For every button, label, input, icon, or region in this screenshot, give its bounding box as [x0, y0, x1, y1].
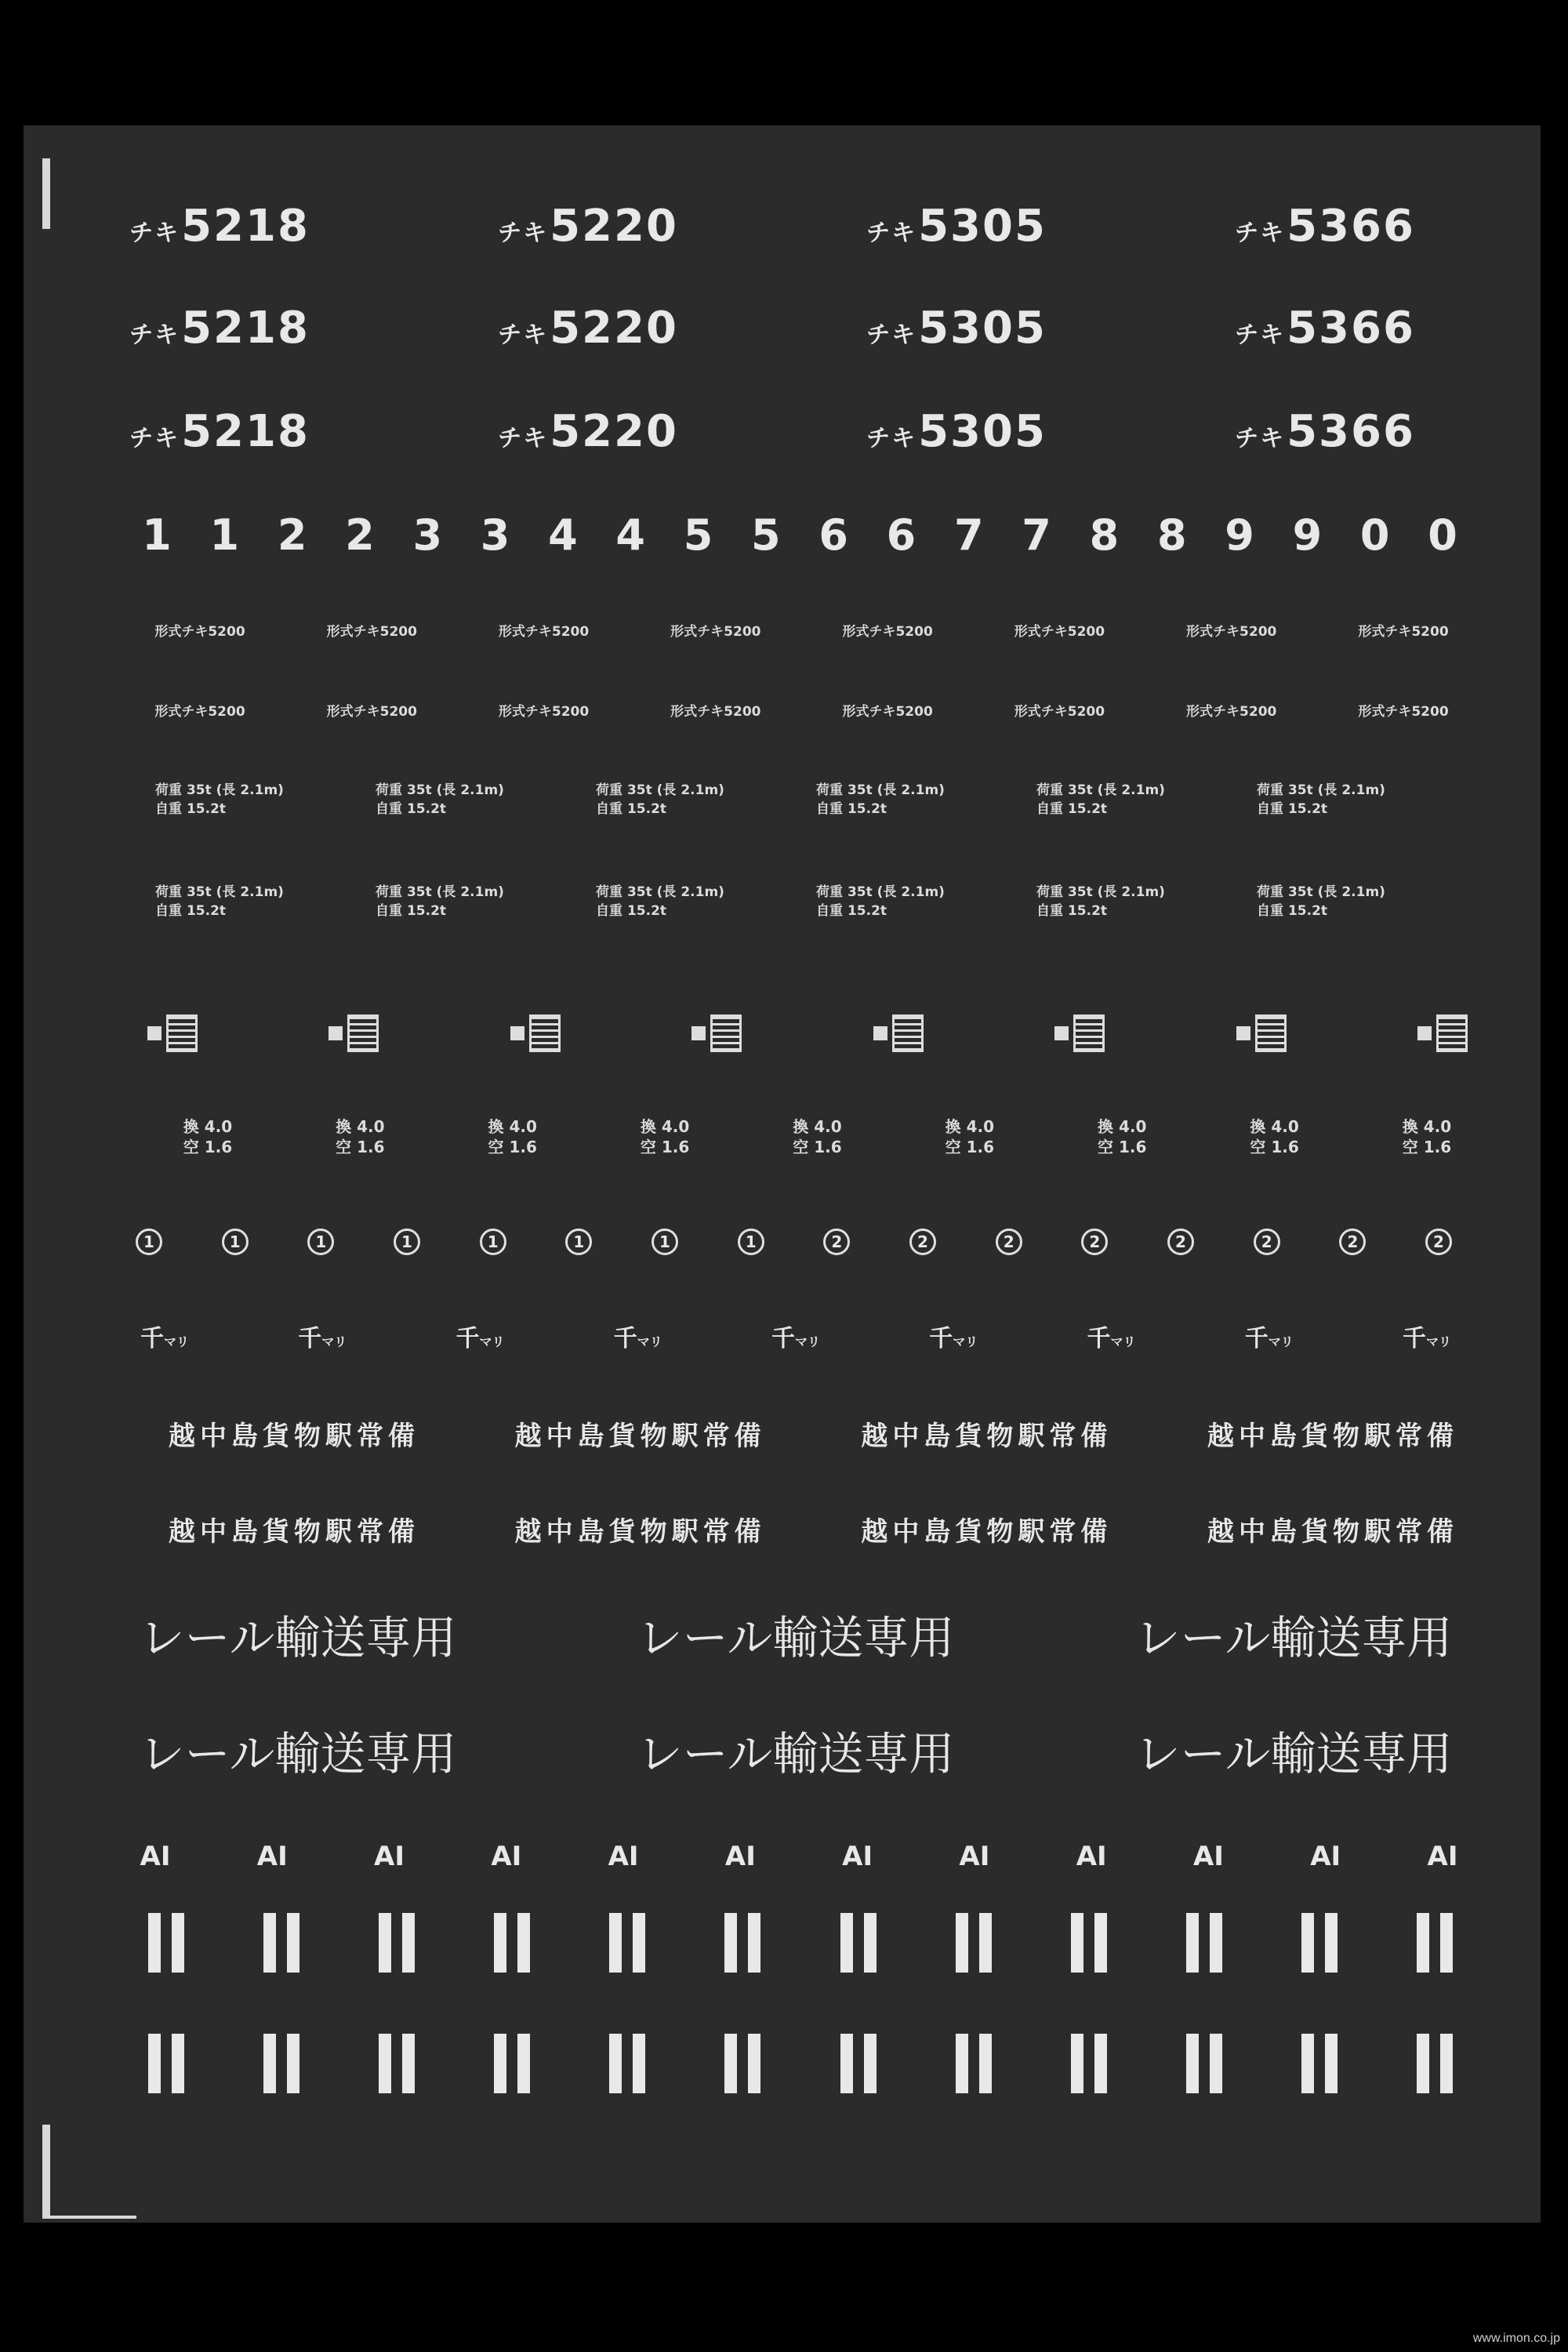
ai-label: AI [1192, 1841, 1224, 1872]
stripe [1186, 1913, 1199, 1973]
car-number: チキ5305 [866, 200, 1047, 252]
digit: 1 [209, 510, 240, 560]
load-label: 荷重 35t (長 2.1m) 自重 15.2t [816, 884, 945, 919]
load-label: 荷重 35t (長 2.1m) 自重 15.2t [376, 884, 504, 919]
symbol-plate [1236, 1014, 1287, 1052]
type-label: 形式チキ5200 [1014, 624, 1105, 640]
stripe [1325, 2034, 1338, 2093]
type-label: 形式チキ5200 [1186, 704, 1277, 720]
stripe-pair [840, 1913, 877, 1973]
stripe [864, 1913, 877, 1973]
stripe [517, 2034, 530, 2093]
stripe-pair [956, 2034, 992, 2093]
car-number: チキ5220 [498, 200, 678, 252]
digit: 6 [818, 510, 848, 560]
stripe [287, 2034, 299, 2093]
station-label: 越中島貨物駅常備 [169, 1515, 419, 1548]
load-label: 荷重 35t (長 2.1m) 自重 15.2t [1036, 782, 1165, 817]
tank-label: 換 4.0 空 1.6 [1250, 1117, 1299, 1156]
stripe [979, 1913, 992, 1973]
stripe [172, 2034, 184, 2093]
stripe [1301, 2034, 1314, 2093]
car-number: チキ5366 [1235, 200, 1415, 252]
stripe [148, 1913, 161, 1973]
circled-number: 1 [565, 1229, 592, 1255]
chimari-mark: 千マリ [456, 1325, 505, 1352]
stripe [1440, 2034, 1453, 2093]
type-label: 形式チキ5200 [842, 624, 933, 640]
tank-label: 換 4.0 空 1.6 [945, 1117, 995, 1156]
type-label: 形式チキ5200 [1186, 624, 1277, 640]
type-label: 形式チキ5200 [1358, 624, 1449, 640]
tank-label: 換 4.0 空 1.6 [1402, 1117, 1452, 1156]
car-number: チキ5218 [129, 200, 310, 252]
car-number: チキ5220 [498, 302, 678, 354]
tank-label: 換 4.0 空 1.6 [640, 1117, 690, 1156]
stripe-pair [1301, 1913, 1338, 1973]
rail-label: レール輸送専用 [1134, 1611, 1453, 1664]
stripe [956, 1913, 968, 1973]
type-label: 形式チキ5200 [842, 704, 933, 720]
stripe-pair [148, 2034, 184, 2093]
load-label: 荷重 35t (長 2.1m) 自重 15.2t [1036, 884, 1165, 919]
circled-number: 2 [909, 1229, 936, 1255]
car-number: チキ5305 [866, 302, 1047, 354]
stripe [609, 1913, 622, 1973]
load-label: 荷重 35t (長 2.1m) 自重 15.2t [816, 782, 945, 817]
station-label: 越中島貨物駅常備 [1207, 1420, 1458, 1452]
stripe-pair [1186, 1913, 1222, 1973]
ai-label: AI [842, 1841, 873, 1872]
symbol-plate [1417, 1014, 1468, 1052]
stripe [840, 1913, 853, 1973]
digit: 9 [1225, 510, 1254, 560]
ai-label: AI [1310, 1841, 1341, 1872]
stripe [148, 2034, 161, 2093]
symbol-plate [873, 1014, 924, 1052]
type-label: 形式チキ5200 [670, 704, 761, 720]
symbol-plate [510, 1014, 561, 1052]
circled-number: 1 [136, 1229, 162, 1255]
stripe-pair [263, 1913, 299, 1973]
rail-label: レール輸送専用 [637, 1727, 955, 1780]
station-label: 越中島貨物駅常備 [1207, 1515, 1458, 1548]
ai-label: AI [374, 1841, 405, 1872]
chimari-mark: 千マリ [771, 1325, 821, 1352]
load-label: 荷重 35t (長 2.1m) 自重 15.2t [596, 782, 724, 817]
symbol-plate [328, 1014, 379, 1052]
circled-number: 1 [480, 1229, 506, 1255]
stripe [1186, 2034, 1199, 2093]
digit: 1 [142, 510, 172, 560]
tank-label: 換 4.0 空 1.6 [183, 1117, 233, 1156]
rail-label: レール輸送専用 [139, 1611, 457, 1664]
digit: 5 [751, 510, 781, 560]
load-label: 荷重 35t (長 2.1m) 自重 15.2t [155, 782, 284, 817]
stripe [263, 2034, 276, 2093]
type-label: 形式チキ5200 [670, 624, 761, 640]
registration-mark-bottom-line [42, 2216, 136, 2219]
circled-number: 2 [1254, 1229, 1280, 1255]
stripe-pair [609, 2034, 645, 2093]
car-number: チキ5218 [129, 405, 310, 457]
watermark: www.imon.co.jp [1472, 2332, 1560, 2345]
stripe-pair [956, 1913, 992, 1973]
stripe-pair [840, 2034, 877, 2093]
digit: 2 [345, 510, 375, 560]
stripe [724, 2034, 737, 2093]
stripe [379, 1913, 391, 1973]
tank-label: 換 4.0 空 1.6 [1098, 1117, 1147, 1156]
symbol-plate [147, 1014, 198, 1052]
stripe [494, 1913, 506, 1973]
ai-label: AI [256, 1841, 288, 1872]
digit: 3 [412, 510, 443, 560]
type-label: 形式チキ5200 [154, 624, 245, 640]
digit: 0 [1428, 510, 1457, 560]
stripe-pair [148, 1913, 184, 1973]
stripe [724, 1913, 737, 1973]
rail-label: レール輸送専用 [139, 1727, 457, 1780]
car-number: チキ5305 [866, 405, 1047, 457]
stripe-pair [494, 2034, 530, 2093]
digit: 2 [277, 510, 307, 560]
digit: 7 [1022, 510, 1051, 560]
stripe [748, 1913, 760, 1973]
digit: 7 [953, 510, 984, 560]
digit: 5 [683, 510, 713, 560]
car-number: チキ5366 [1235, 405, 1415, 457]
stripe-pair [379, 2034, 415, 2093]
chimari-mark: 千マリ [1402, 1325, 1452, 1352]
circled-number: 1 [738, 1229, 764, 1255]
stripe [1094, 1913, 1107, 1973]
chimari-mark: 千マリ [298, 1325, 347, 1352]
stripe [1417, 1913, 1429, 1973]
circled-number: 2 [823, 1229, 850, 1255]
stripe [864, 2034, 877, 2093]
type-label: 形式チキ5200 [326, 704, 417, 720]
car-number: チキ5366 [1235, 302, 1415, 354]
stripe [1210, 1913, 1222, 1973]
type-label: 形式チキ5200 [1014, 704, 1105, 720]
tank-label: 換 4.0 空 1.6 [336, 1117, 385, 1156]
chimari-mark: 千マリ [1087, 1325, 1136, 1352]
stripe [1325, 1913, 1338, 1973]
load-label: 荷重 35t (長 2.1m) 自重 15.2t [155, 884, 284, 919]
stripe [379, 2034, 391, 2093]
stripe [748, 2034, 760, 2093]
digit: 0 [1359, 510, 1390, 560]
registration-mark-top [42, 158, 50, 229]
registration-mark-bottom [42, 2125, 50, 2219]
stripe [517, 1913, 530, 1973]
stripe [840, 2034, 853, 2093]
ai-label: AI [608, 1841, 639, 1872]
circled-number: 2 [1339, 1229, 1366, 1255]
car-number: チキ5218 [129, 302, 310, 354]
chimari-mark: 千マリ [140, 1325, 190, 1352]
load-label: 荷重 35t (長 2.1m) 自重 15.2t [1257, 884, 1385, 919]
stripe-pair [494, 1913, 530, 1973]
digit: 4 [615, 510, 645, 560]
digit: 4 [548, 510, 578, 560]
stripe-pair [724, 1913, 760, 1973]
stripe [1094, 2034, 1107, 2093]
ai-label: AI [1076, 1841, 1107, 1872]
type-label: 形式チキ5200 [498, 704, 590, 720]
tank-label: 換 4.0 空 1.6 [793, 1117, 842, 1156]
type-label: 形式チキ5200 [154, 704, 245, 720]
station-label: 越中島貨物駅常備 [514, 1515, 766, 1548]
stripe [633, 1913, 645, 1973]
chimari-mark: 千マリ [929, 1325, 978, 1352]
stripe [1417, 2034, 1429, 2093]
ai-label: AI [1427, 1841, 1458, 1872]
type-label: 形式チキ5200 [498, 624, 590, 640]
load-label: 荷重 35t (長 2.1m) 自重 15.2t [376, 782, 504, 817]
load-label: 荷重 35t (長 2.1m) 自重 15.2t [1257, 782, 1385, 817]
circled-number: 2 [1167, 1229, 1194, 1255]
station-label: 越中島貨物駅常備 [169, 1420, 419, 1452]
car-number: チキ5220 [498, 405, 678, 457]
stripe [494, 2034, 506, 2093]
ai-label: AI [959, 1841, 990, 1872]
circled-number: 2 [1425, 1229, 1452, 1255]
stripe [402, 1913, 415, 1973]
stripe [633, 2034, 645, 2093]
circled-number: 2 [996, 1229, 1022, 1255]
stripe [402, 2034, 415, 2093]
stripe-pair [1071, 2034, 1107, 2093]
stripe [979, 2034, 992, 2093]
station-label: 越中島貨物駅常備 [514, 1420, 766, 1452]
stripe-pair [1071, 1913, 1107, 1973]
stripe-pair [609, 1913, 645, 1973]
symbol-plate [691, 1014, 742, 1052]
stripe-pair [379, 1913, 415, 1973]
stripe-pair [724, 2034, 760, 2093]
stripe-pair [1417, 2034, 1453, 2093]
ai-label: AI [724, 1841, 756, 1872]
ai-label: AI [140, 1841, 171, 1872]
circled-number: 1 [394, 1229, 420, 1255]
type-label: 形式チキ5200 [326, 624, 417, 640]
stripe [172, 1913, 184, 1973]
rail-label: レール輸送専用 [1134, 1727, 1453, 1780]
digit: 9 [1292, 510, 1323, 560]
circled-number: 2 [1081, 1229, 1108, 1255]
station-label: 越中島貨物駅常備 [861, 1515, 1112, 1548]
circled-number: 1 [222, 1229, 249, 1255]
digit: 3 [480, 510, 510, 560]
stripe [1071, 1913, 1083, 1973]
chimari-mark: 千マリ [1244, 1325, 1294, 1352]
circled-number: 1 [652, 1229, 678, 1255]
chimari-mark: 千マリ [613, 1325, 662, 1352]
stripe [1210, 2034, 1222, 2093]
station-label: 越中島貨物駅常備 [861, 1420, 1112, 1452]
tank-label: 換 4.0 空 1.6 [488, 1117, 537, 1156]
digit: 6 [886, 510, 916, 560]
digit: 8 [1089, 510, 1120, 560]
stripe [1440, 1913, 1453, 1973]
circled-number: 1 [307, 1229, 334, 1255]
stripe-pair [1301, 2034, 1338, 2093]
stripe [956, 2034, 968, 2093]
stripe [609, 2034, 622, 2093]
stripe-pair [263, 2034, 299, 2093]
stripe-pair [1417, 1913, 1453, 1973]
symbol-plate [1054, 1014, 1105, 1052]
decal-sheet [24, 125, 1541, 2223]
ai-label: AI [491, 1841, 522, 1872]
type-label: 形式チキ5200 [1358, 704, 1449, 720]
load-label: 荷重 35t (長 2.1m) 自重 15.2t [596, 884, 724, 919]
stripe [287, 1913, 299, 1973]
stripe [1071, 2034, 1083, 2093]
stripe [1301, 1913, 1314, 1973]
stripe-pair [1186, 2034, 1222, 2093]
stripe [263, 1913, 276, 1973]
rail-label: レール輸送専用 [637, 1611, 955, 1664]
digit: 8 [1156, 510, 1187, 560]
